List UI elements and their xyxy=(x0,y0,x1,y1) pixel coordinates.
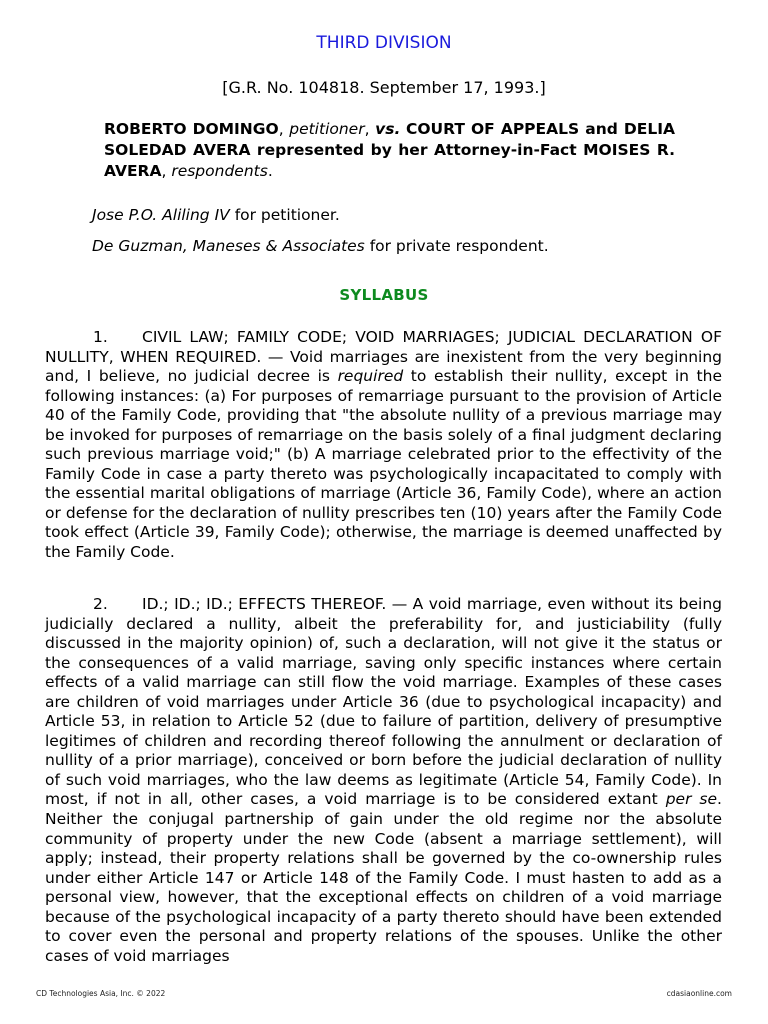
counsel-role: for private respondent. xyxy=(364,237,549,255)
item-text-italic: required xyxy=(337,367,404,386)
counsel-role: for petitioner. xyxy=(229,206,340,224)
item-number: 2. xyxy=(93,595,108,613)
item-text-italic: per se xyxy=(665,790,718,809)
respondents-names: COURT OF APPEALS and DELIA SOLEDAD AVERA represented by her Attorney-in-Fact MOISES R. AVERA xyxy=(104,120,676,180)
petitioner-name: ROBERTO DOMINGO xyxy=(104,120,279,138)
counsel-name: De Guzman, Maneses & Associates xyxy=(92,237,365,255)
case-parties: ROBERTO DOMINGO, petitioner, vs. COURT OF APPEALS and DELIA SOLEDAD AVERA represented by her Attorney-in-Fact MOISES R. AVERA, respondents. xyxy=(104,120,676,180)
case-number: [G.R. No. 104818. September 17, 1993.] xyxy=(222,78,546,97)
item-text: to establish their nullity, except in the following instances: (a) For purposes of remarriage pursuant to the provision of Article 40 of the Family Code, providing that "the absolute nullity of a previous marriage may be invoked for purposes of remarriage on the basis solely of a final judgment declaring such previous marriage void;" (b) A marriage celebrated prior to the effectivity of the Family Code in case a party thereto was psychologically incapacitated to comply with the essential marital obligations of marriage (Article 36, Family Code), where an action or defense for the declaration of nullity prescribes ten (10) years after the Family Code took effect (Article 39, Family Code); otherwise, the marriage is deemed unaffected by the Family Code. xyxy=(45,367,722,562)
footer-site: cdasiaonline.com xyxy=(666,989,732,998)
syllabus-item xyxy=(45,595,722,966)
counsel-respondent xyxy=(92,237,549,255)
footer-copyright: CD Technologies Asia, Inc. © 2022 xyxy=(36,989,166,998)
item-text: . Neither the conjugal partnership of gain under the old regime nor the absolute community of property under the new Code (absent a marriage settlement), will apply; instead, their property relations shall be governed by the co-ownership rules under either Article 147 or Article 148 of the Family Code. I must hasten to add as a personal view, however, that the exceptional effects on children of a void marriage because of the psychological incapacity of a party thereto should have been extended to cover even the personal and property relations of the spouses. Unlike the other cases of void marriages xyxy=(45,790,722,965)
item-number: 1. xyxy=(93,328,108,346)
syllabus-item xyxy=(45,328,722,563)
item-text: ID.; ID.; ID.; EFFECTS THEREOF. — A void marriage, even without its being judicially declared a nullity, albeit the preferability for, and justiciability (fully discussed in the majority opinion) of, such a declaration, will not give it the status or the consequences of a valid marriage, saving only specific instances where certain effects of a valid marriage can still flow the void marriage. Examples of these cases are children of void marriages under Article 36 (due to psychological incapacity) and Article 53, in relation to Article 52 (due to failure of partition, delivery of presumptive legitimes of children and recording thereof following the annulment or declaration of nullity of a prior marriage), conceived or born before the judicial declaration of nullity of such void marriages, who the law deems as legitimate (Article 54, Family Code). In most, if not in all, other cases, a void marriage is to be considered extant xyxy=(45,595,722,809)
petitioner-role: petitioner xyxy=(289,120,365,138)
counsel-name: Jose P.O. Aliling IV xyxy=(92,206,230,224)
versus: vs. xyxy=(375,120,401,138)
respondents-role: respondents xyxy=(171,162,268,180)
syllabus-heading: SYLLABUS xyxy=(339,286,429,304)
division-heading: THIRD DIVISION xyxy=(316,33,452,53)
counsel-petitioner xyxy=(92,206,340,224)
item-text: CIVIL LAW; FAMILY CODE; VOID MARRIAGES; JUDICIAL DECLARATION OF NULLITY, WHEN REQUIRED. — Void marriages are inexistent from the very beginning and, I believe, no judicial decree is xyxy=(45,328,722,386)
